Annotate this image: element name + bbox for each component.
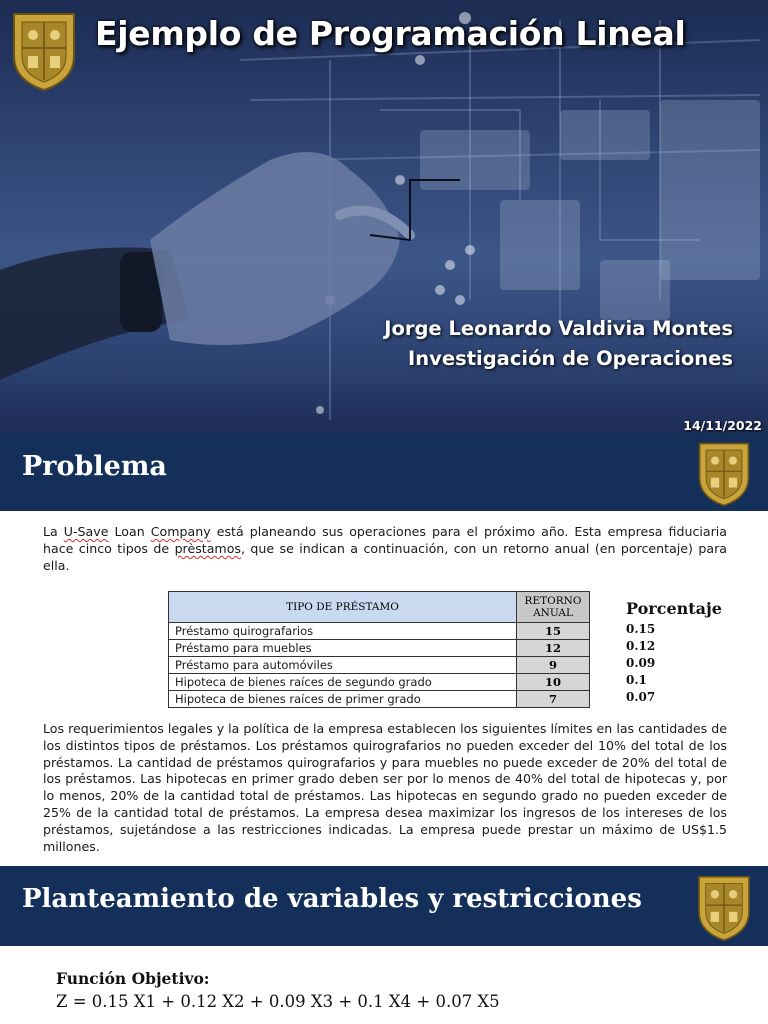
percentage-header: Porcentaje — [626, 599, 722, 618]
loan-type-cell: Préstamo para muebles — [169, 640, 517, 657]
table-row — [169, 640, 590, 657]
return-cell: 10 — [517, 674, 590, 691]
return-cell: 12 — [517, 640, 590, 657]
setup-title: Planteamiento de variables y restricciones — [22, 884, 642, 914]
loan-type-cell: Préstamo para automóviles — [169, 657, 517, 674]
header-loan-type: TIPO DE PRÉSTAMO — [169, 592, 517, 623]
presentation-date: 14/11/2022 — [683, 418, 762, 433]
loan-type-cell: Hipoteca de bienes raíces de segundo grado — [169, 674, 517, 691]
university-crest-logo — [8, 6, 80, 92]
percentage-value: 0.15 — [626, 622, 656, 636]
problem-title: Problema — [22, 451, 167, 482]
author-block — [384, 314, 733, 374]
table-row — [169, 623, 590, 640]
course-name: Investigación de Operaciones — [408, 347, 733, 370]
header-return-line2: ANUAL — [533, 607, 573, 619]
intro-company-name-1: U-Save — [63, 524, 109, 539]
intro-text-4: , que se indican a continuación, con un retorno anual (en porcentaje) para ella. — [43, 540, 727, 573]
table-header-row — [169, 592, 590, 623]
intro-text-2: Loan — [108, 524, 151, 539]
percentage-column — [626, 599, 722, 706]
author-name: Jorge Leonardo Valdivia Montes — [384, 317, 733, 340]
return-cell: 15 — [517, 623, 590, 640]
loan-type-cell: Hipoteca de bienes raíces de primer grado — [169, 691, 517, 708]
intro-loans-word: prèstamos — [174, 540, 241, 556]
intro-text-1: La — [43, 524, 64, 539]
cover-slide — [0, 0, 768, 433]
presentation-title: Ejemplo de Programación Lineal — [95, 14, 686, 53]
table-row — [169, 691, 590, 708]
setup-section-bar — [0, 866, 768, 946]
intro-company-name-2: Company — [150, 524, 211, 539]
loan-type-cell: Préstamo quirografarios — [169, 623, 517, 640]
table-row — [169, 657, 590, 674]
return-cell: 9 — [517, 657, 590, 674]
percentage-value: 0.12 — [626, 639, 656, 653]
objective-function-label: Función Objetivo: — [56, 969, 210, 988]
university-crest-logo — [694, 437, 754, 507]
loan-types-table — [168, 591, 590, 708]
return-cell: 7 — [517, 691, 590, 708]
table-row — [169, 674, 590, 691]
percentage-value: 0.07 — [626, 690, 656, 704]
university-crest-logo — [694, 870, 754, 942]
requirements-paragraph: Los requerimientos legales y la política de la empresa establecen los siguientes límites en las cantidades de los distintos tipos de préstamos. Los préstamos quirografarios no pueden exceder del 10% del total de los préstamos. La cantidad de préstamos quirografarios y para muebles no puede exceder de 20% del total de los préstamos. Las hipotecas en primer grado deben ser por lo menos de 40% del total de hipotecas y, por lo menos, 20% de la cantidad total de préstamos. Las hipotecas en segundo grado no pueden exceder de 25% de la cantidad total de préstamos. La empresa desea maximizar los ingresos de los intereses de los préstamos, sujetándose a las restricciones indicadas. La empresa puede prestar un máximo de US$1.5 millones. — [43, 721, 727, 854]
header-annual-return — [517, 592, 590, 623]
header-return-line1: RETORNO — [524, 595, 582, 607]
problem-intro-paragraph — [43, 524, 727, 574]
problem-section-bar — [0, 433, 768, 511]
percentage-value: 0.09 — [626, 656, 656, 670]
percentage-value: 0.1 — [626, 673, 647, 687]
objective-function-equation: Z = 0.15 X1 + 0.12 X2 + 0.09 X3 + 0.1 X4 + 0.07 X5 — [56, 992, 500, 1011]
intro-text-3: está planeando sus operaciones para el próximo año. Esta empresa fiduciaria hace cinco tipos de — [43, 524, 727, 556]
